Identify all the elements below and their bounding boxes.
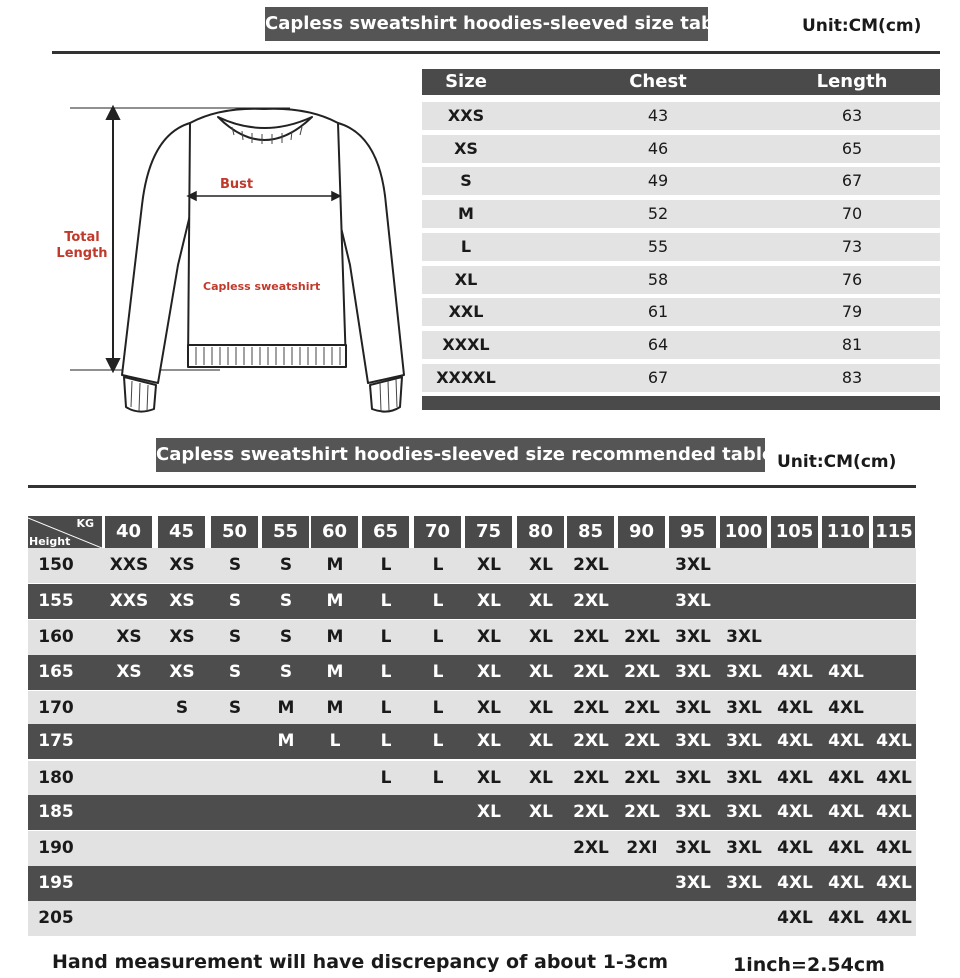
size-recommendation-cell: L [432,591,444,611]
size-recommendation-cell: L [380,768,392,788]
chest-cell: 52 [647,204,669,224]
size-row [422,233,940,261]
size-recommendation-cell: M [326,591,344,611]
size-recommendation-cell: XL [477,731,501,751]
size-recommendation-cell: 4XL [828,768,864,788]
weight-header-cell: 60 [311,516,358,548]
size-recommendation-cell: 3XL [675,731,711,751]
height-cell: 155 [38,591,74,611]
recommend-table-title: Capless sweatshirt hoodies-sleeved size recommended table [156,438,765,472]
size-recommendation-cell: XL [477,802,501,822]
corner-kg: KG [76,517,94,530]
size-recommendation-cell: L [432,731,444,751]
height-cell: 185 [38,802,74,822]
size-recommendation-cell: 4XL [777,768,813,788]
size-recommendation-cell: S [279,627,293,647]
length-cell: 70 [841,204,863,224]
size-recommendation-cell: M [277,731,295,751]
size-recommendation-cell: XL [529,662,553,682]
size-recommendation-cell: XL [477,662,501,682]
size-recommendation-cell: L [432,627,444,647]
size-cell: L [460,236,472,256]
length-cell: 79 [841,302,863,322]
middle-divider [28,485,916,488]
size-recommendation-cell: 3XL [726,873,762,893]
size-row [422,331,940,359]
recommend-row [28,831,916,866]
size-recommendation-cell: 4XL [777,802,813,822]
chest-cell: 61 [647,302,669,322]
size-cell: XXXL [442,334,490,354]
size-recommendation-cell: 3XL [726,731,762,751]
chest-cell: 49 [647,171,669,191]
size-recommendation-cell: 2XL [624,698,660,718]
size-recommendation-cell: 2XL [573,768,609,788]
chest-cell: 67 [647,367,669,387]
size-recommendation-cell: S [279,555,293,575]
size-recommendation-cell: 2XL [573,591,609,611]
height-cell: 150 [38,555,74,575]
size-recommendation-cell: 4XL [777,731,813,751]
recommend-row [28,795,916,830]
weight-header-cell: 80 [517,516,564,548]
top-divider [52,51,940,54]
size-recommendation-cell: 4XL [876,768,912,788]
size-recommendation-cell: 3XL [675,591,711,611]
size-recommendation-cell: XS [169,555,195,575]
size-recommendation-cell: 4XL [828,662,864,682]
recommend-row [28,620,916,655]
size-cell: XXL [448,302,484,322]
size-recommendation-cell: M [326,662,344,682]
length-cell: 73 [841,236,863,256]
size-cell: XXS [447,106,485,125]
size-recommendation-cell: XL [529,768,553,788]
size-recommendation-cell: 4XL [828,873,864,893]
length-cell: 63 [841,106,863,125]
size-table-footer-bar [422,396,940,410]
size-table-unit: Unit:CM(cm) [802,16,922,36]
size-recommendation-cell: 2XL [624,768,660,788]
size-recommendation-cell: 4XL [828,731,864,751]
size-recommendation-cell: XL [477,591,501,611]
size-recommendation-cell: M [326,627,344,647]
height-cell: 190 [38,838,74,858]
size-recommendation-cell: L [329,731,341,751]
size-recommendation-cell: XL [529,698,553,718]
size-recommendation-cell: S [228,662,242,682]
size-recommendation-cell: 2XL [624,731,660,751]
recommend-row [28,584,916,619]
sweatshirt-outline [122,109,404,412]
size-recommendation-cell: 4XL [828,802,864,822]
size-recommendation-cell: XL [529,731,553,751]
size-recommendation-cell: 3XL [726,768,762,788]
size-recommendation-cell: 4XL [777,698,813,718]
recommend-row [28,724,916,759]
size-row [422,200,940,228]
size-row [422,102,940,130]
size-recommendation-cell: XXS [109,591,149,611]
size-recommendation-cell: 2XL [573,838,609,858]
size-recommendation-cell: XL [477,768,501,788]
size-cell: XL [454,269,478,289]
corner-header [28,516,102,548]
size-recommendation-cell: L [380,555,392,575]
size-row [422,298,940,326]
size-recommendation-cell: L [380,591,392,611]
size-recommendation-cell: M [326,555,344,575]
size-recommendation-cell: 4XL [777,908,813,928]
weight-header-cell: 90 [618,516,665,548]
size-recommendation-cell: 2XL [624,802,660,822]
corner-height: Height [29,535,71,548]
size-recommendation-cell: 4XL [876,838,912,858]
size-table-title: Capless sweatshirt hoodies-sleeved size table [265,7,708,41]
height-cell: 170 [38,698,74,718]
length-cell: 76 [841,269,863,289]
size-recommendation-cell: 4XL [777,838,813,858]
chest-cell: 55 [647,236,669,256]
weight-header-cell: 45 [158,516,205,548]
size-recommendation-cell: 3XL [675,662,711,682]
size-recommendation-cell: 3XL [726,627,762,647]
weight-header-cell: 105 [771,516,818,548]
size-recommendation-cell: XXS [109,555,149,575]
size-recommendation-cell: S [175,698,189,718]
height-cell: 195 [38,873,74,893]
size-recommendation-cell: 3XL [675,768,711,788]
size-recommendation-cell: L [380,662,392,682]
chest-cell: 46 [647,138,669,158]
length-cell: 83 [841,367,863,387]
size-recommendation-cell: XS [169,627,195,647]
size-recommendation-cell: 4XL [777,873,813,893]
header-size: Size [445,71,487,92]
size-recommendation-cell: 2XL [573,555,609,575]
size-recommendation-cell: XS [169,662,195,682]
weight-header-cell: 70 [414,516,461,548]
size-recommendation-cell: 2XL [573,627,609,647]
header-chest: Chest [629,71,687,92]
recommend-row [28,548,916,583]
weight-header-cell: 65 [362,516,409,548]
size-recommendation-cell: XS [169,591,195,611]
size-recommendation-cell: L [432,662,444,682]
inch-conversion: 1inch=2.54cm [733,954,885,976]
size-recommendation-cell: 3XL [726,802,762,822]
size-recommendation-cell: L [380,731,392,751]
height-cell: 165 [38,662,74,682]
size-recommendation-cell: M [326,698,344,718]
size-recommendation-cell: XL [529,555,553,575]
size-recommendation-cell: 4XL [828,838,864,858]
size-recommendation-cell: S [228,555,242,575]
size-row [422,364,940,392]
total-label: Total [64,230,100,245]
length-label: Length [56,246,108,261]
recommend-row [28,655,916,690]
size-recommendation-cell: 2XI [626,838,658,858]
size-recommendation-cell: S [279,662,293,682]
size-recommendation-cell: S [279,591,293,611]
chest-cell: 64 [647,334,669,354]
size-recommendation-cell: XL [477,698,501,718]
height-cell: 205 [38,908,74,928]
size-recommendation-cell: 4XL [876,908,912,928]
size-recommendation-cell: 4XL [876,802,912,822]
size-recommendation-cell: 3XL [726,838,762,858]
weight-header-cell: 100 [720,516,767,548]
size-table-header [422,69,940,95]
length-cell: 67 [841,171,863,191]
size-cell: XS [454,138,478,158]
weight-header-cell: 85 [567,516,614,548]
size-recommendation-cell: S [228,591,242,611]
height-cell: 160 [38,627,74,647]
bust-label: Bust [220,177,254,192]
weight-header-cell: 75 [465,516,512,548]
total-length-arrow [107,107,119,371]
size-recommendation-cell: L [380,698,392,718]
size-recommendation-cell: L [432,768,444,788]
size-recommendation-cell: 3XL [675,873,711,893]
size-recommendation-cell: S [228,698,242,718]
size-recommendation-cell: M [277,698,295,718]
size-recommendation-cell: 2XL [573,731,609,751]
size-recommendation-cell: 4XL [828,908,864,928]
size-recommendation-cell: XL [529,802,553,822]
size-recommendation-cell: S [228,627,242,647]
size-recommendation-cell: 3XL [675,698,711,718]
size-recommendation-cell: 2XL [624,627,660,647]
size-recommendation-cell: 2XL [624,662,660,682]
size-recommendation-cell: L [432,555,444,575]
recommend-row [28,761,916,796]
size-row [422,266,940,294]
weight-header-cell: 115 [873,516,915,548]
size-recommendation-cell: 4XL [876,873,912,893]
header-length: Length [816,71,888,92]
size-recommendation-cell: 2XL [573,802,609,822]
size-row [422,135,940,163]
weight-header-cell: 50 [211,516,258,548]
size-recommendation-cell: 2XL [573,662,609,682]
recommend-row [28,866,916,901]
size-recommendation-cell: 3XL [675,838,711,858]
weight-header-cell: 95 [669,516,716,548]
size-recommendation-cell: 3XL [726,698,762,718]
chest-cell: 58 [647,269,669,289]
size-recommendation-cell: 3XL [675,802,711,822]
size-cell: S [460,171,472,191]
height-cell: 180 [38,768,74,788]
size-recommendation-cell: 4XL [828,698,864,718]
size-recommendation-cell: 3XL [726,662,762,682]
size-cell: XXXXL [436,367,496,387]
size-cell: M [458,204,474,224]
weight-header-cell: 110 [822,516,869,548]
size-recommendation-cell: 2XL [573,698,609,718]
size-row [422,167,940,195]
recommend-table-unit: Unit:CM(cm) [777,452,897,472]
recommend-row [28,691,916,726]
length-cell: 65 [841,138,863,158]
weight-header-cell: 40 [105,516,152,548]
height-cell: 175 [38,731,74,751]
measurement-note: Hand measurement will have discrepancy of about 1-3cm [52,951,669,973]
size-recommendation-cell: XS [116,662,142,682]
size-recommendation-cell: 4XL [876,731,912,751]
weight-header-cell: 55 [262,516,309,548]
size-recommendation-cell: L [380,627,392,647]
size-recommendation-cell: 3XL [675,627,711,647]
total-length-label [56,230,108,262]
size-recommendation-cell: XL [477,627,501,647]
chest-cell: 43 [647,106,669,125]
size-recommendation-cell: L [432,698,444,718]
size-recommendation-cell: XL [529,627,553,647]
recommend-row [28,901,916,936]
size-recommendation-cell: XS [116,627,142,647]
size-recommendation-cell: XL [529,591,553,611]
size-recommendation-cell: XL [477,555,501,575]
size-recommendation-cell: 4XL [777,662,813,682]
size-recommendation-cell: 3XL [675,555,711,575]
garment-label: Capless sweatshirt [203,280,321,293]
length-cell: 81 [841,334,863,354]
